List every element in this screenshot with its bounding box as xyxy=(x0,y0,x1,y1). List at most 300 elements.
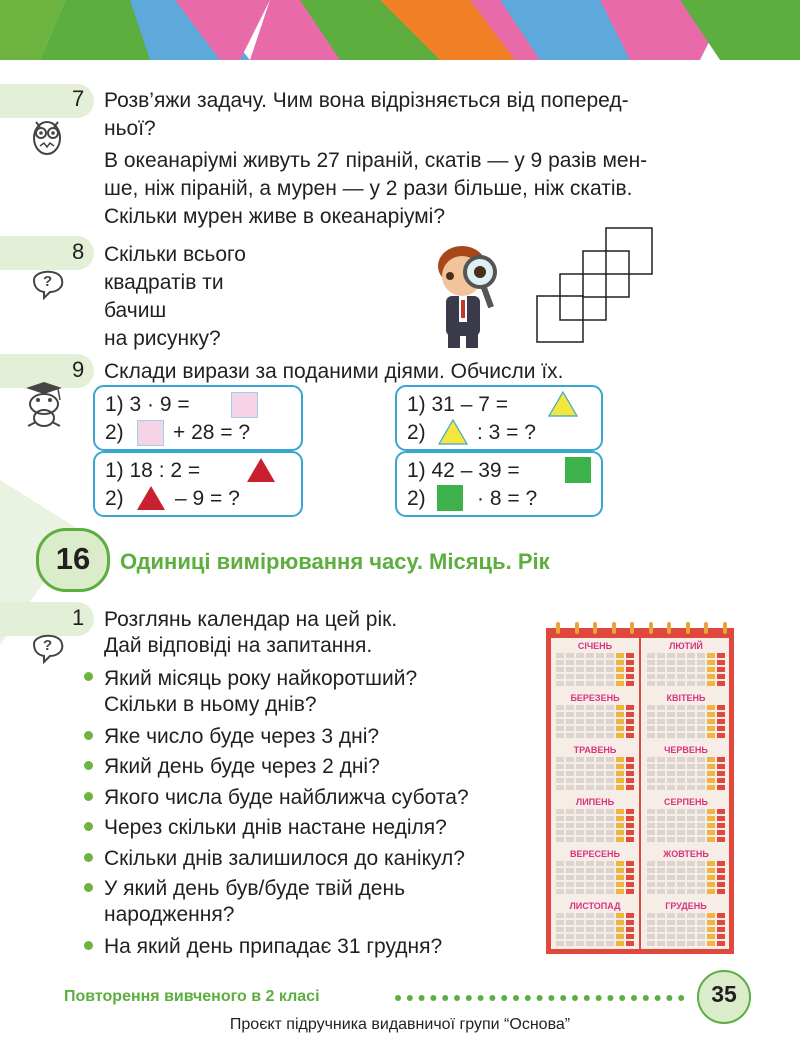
calendar-day-cell xyxy=(687,674,695,679)
calendar-day-cell xyxy=(657,809,665,814)
calendar-day-cell xyxy=(687,934,695,939)
calendar-day-cell xyxy=(616,778,624,783)
calendar-day-cell xyxy=(647,705,655,710)
calendar-day-cell xyxy=(556,712,564,717)
calendar-day-cell xyxy=(677,934,685,939)
calendar-day-cell xyxy=(606,868,614,873)
exercise-7-line-1: Розв’яжи задачу. Чим вона відрізняється від поперед- xyxy=(104,89,629,112)
calendar-day-cell xyxy=(616,920,624,925)
calendar-day-cell xyxy=(556,816,564,821)
calendar-day-cell xyxy=(586,927,594,932)
calendar-day-cell xyxy=(586,733,594,738)
calendar-day-cell xyxy=(717,733,725,738)
calendar-day-cell xyxy=(657,674,665,679)
calendar-day-cell xyxy=(576,920,584,925)
calendar-day-cell xyxy=(707,823,715,828)
calendar-day-cell xyxy=(667,941,675,946)
calendar-day-cell xyxy=(616,771,624,776)
exercise-8-line-2: квадратів ти xyxy=(104,271,224,294)
calendar-day-cell xyxy=(626,809,634,814)
calendar-day-cell xyxy=(657,719,665,724)
calendar-day-cell xyxy=(576,719,584,724)
calendar-day-cell xyxy=(626,941,634,946)
calendar-day-cell xyxy=(606,771,614,776)
calendar-day-cell xyxy=(647,927,655,932)
calendar-day-cell xyxy=(626,920,634,925)
green-square-icon xyxy=(565,457,591,483)
month-name: ЖОВТЕНЬ xyxy=(663,849,709,859)
calendar-day-cell xyxy=(687,830,695,835)
thinking-head-icon xyxy=(30,628,66,666)
squares-figure xyxy=(536,224,660,344)
calendar-day-cell xyxy=(586,889,594,894)
calendar-day-cell xyxy=(717,719,725,724)
calendar-day-cell xyxy=(576,868,584,873)
calendar-day-cell xyxy=(586,719,594,724)
calendar-day-cell xyxy=(717,837,725,842)
calendar-day-cell xyxy=(677,764,685,769)
calendar-day-cell xyxy=(667,934,675,939)
calendar-day-cell xyxy=(586,875,594,880)
calendar-day-cell xyxy=(606,764,614,769)
calendar-day-cell xyxy=(667,653,675,658)
footer-dot xyxy=(666,995,672,1001)
calendar-day-cell xyxy=(566,861,574,866)
calendar-day-cell xyxy=(687,667,695,672)
footer-dot xyxy=(572,995,578,1001)
calendar-day-cell xyxy=(586,667,594,672)
calendar-day-cell xyxy=(677,757,685,762)
calendar-day-cell xyxy=(576,771,584,776)
calendar-day-cell xyxy=(707,771,715,776)
calendar-day-cell xyxy=(697,875,705,880)
exercise-7-number: 7 xyxy=(72,86,85,111)
calendar-day-cell xyxy=(586,882,594,887)
calendar-day-cell xyxy=(697,674,705,679)
calendar-day-cell xyxy=(616,653,624,658)
calendar-day-cell xyxy=(667,771,675,776)
calendar-day-cell xyxy=(576,934,584,939)
top-banner xyxy=(0,0,800,60)
calendar-day-cell xyxy=(687,771,695,776)
calendar-day-cell xyxy=(556,927,564,932)
calendar-day-cell xyxy=(657,889,665,894)
calendar-day-cell xyxy=(697,861,705,866)
calendar-day-cell xyxy=(657,875,665,880)
calendar-day-cell xyxy=(556,837,564,842)
calendar-day-cell xyxy=(616,764,624,769)
calendar-day-cell xyxy=(677,868,685,873)
calendar-day-cell xyxy=(677,875,685,880)
calendar-day-cell xyxy=(606,941,614,946)
footer-dot xyxy=(501,995,507,1001)
calendar-day-cell xyxy=(667,913,675,918)
box-2-line-2-label: 2) xyxy=(407,421,426,444)
calendar-day-cell xyxy=(576,882,584,887)
calendar-day-cell xyxy=(717,726,725,731)
calendar-day-cell xyxy=(697,927,705,932)
calendar-day-cell xyxy=(707,681,715,686)
footer-dot xyxy=(643,995,649,1001)
calendar-day-cell xyxy=(586,764,594,769)
calendar-day-cell xyxy=(606,816,614,821)
footer-dot xyxy=(678,995,684,1001)
calendar-day-cell xyxy=(586,712,594,717)
svg-text:?: ? xyxy=(43,273,53,290)
calendar-day-cell xyxy=(606,674,614,679)
calendar-day-cell xyxy=(647,889,655,894)
calendar-day-cell xyxy=(647,719,655,724)
calendar-day-cell xyxy=(556,705,564,710)
exercise-1-number: 1 xyxy=(72,605,85,630)
box-4-line-2: · 8 = ? xyxy=(477,487,538,510)
bullet xyxy=(84,853,93,862)
calendar-day-cell xyxy=(717,771,725,776)
calendar-month xyxy=(552,743,638,793)
calendar-day-cell xyxy=(616,726,624,731)
calendar-day-cell xyxy=(606,719,614,724)
calendar-day-cell xyxy=(556,667,564,672)
pink-square-icon xyxy=(137,420,164,446)
calendar-day-cell xyxy=(616,733,624,738)
calendar-day-cell xyxy=(566,726,574,731)
calendar-day-cell xyxy=(667,868,675,873)
calendar-day-cell xyxy=(647,913,655,918)
calendar-day-cell xyxy=(586,757,594,762)
footer-dot xyxy=(537,995,543,1001)
calendar-day-cell xyxy=(677,712,685,717)
calendar-day-cell xyxy=(586,941,594,946)
footer-dot xyxy=(631,995,637,1001)
calendar-day-cell xyxy=(717,920,725,925)
calendar-day-cell xyxy=(616,667,624,672)
calendar-day-cell xyxy=(556,823,564,828)
calendar-day-cell xyxy=(717,764,725,769)
month-name: СІЧЕНЬ xyxy=(577,641,613,651)
calendar-day-cell xyxy=(576,674,584,679)
calendar-day-cell xyxy=(566,712,574,717)
calendar-day-cell xyxy=(657,660,665,665)
calendar-day-cell xyxy=(596,757,604,762)
calendar-day-cell xyxy=(717,823,725,828)
calendar-day-cell xyxy=(556,771,564,776)
calendar-day-cell xyxy=(657,913,665,918)
calendar-day-cell xyxy=(606,875,614,880)
thinking-head-icon xyxy=(30,264,66,302)
calendar-day-cell xyxy=(717,889,725,894)
calendar-ring xyxy=(575,622,579,634)
calendar-day-cell xyxy=(667,785,675,790)
calendar-day-cell xyxy=(657,934,665,939)
calendar-day-cell xyxy=(657,778,665,783)
calendar-day-cell xyxy=(707,733,715,738)
calendar-day-cell xyxy=(566,771,574,776)
calendar-day-cell xyxy=(667,830,675,835)
calendar-ring xyxy=(686,622,690,634)
calendar-day-cell xyxy=(596,785,604,790)
calendar-day-cell xyxy=(606,934,614,939)
month-name: ЛИСТОПАД xyxy=(569,901,621,911)
calendar-day-cell xyxy=(616,705,624,710)
calendar-day-cell xyxy=(677,771,685,776)
footer-dot xyxy=(442,995,448,1001)
calendar-day-cell xyxy=(687,920,695,925)
calendar-day-cell xyxy=(697,941,705,946)
calendar-day-cell xyxy=(586,705,594,710)
footer-dotted-line xyxy=(394,992,690,1004)
calendar-day-cell xyxy=(657,726,665,731)
exercise-7-line-4: ше, ніж піраній, а мурен — у 2 рази більше, ніж скатів. xyxy=(104,177,633,200)
calendar-day-cell xyxy=(556,719,564,724)
calendar-day-cell xyxy=(687,913,695,918)
calendar-day-cell xyxy=(606,927,614,932)
calendar-day-cell xyxy=(697,809,705,814)
calendar-day-cell xyxy=(606,667,614,672)
calendar-day-cell xyxy=(606,785,614,790)
calendar-day-cell xyxy=(657,771,665,776)
calendar-day-cell xyxy=(717,882,725,887)
calendar-day-cell xyxy=(697,681,705,686)
exercise-1-line-1: Розглянь календар на цей рік. xyxy=(104,608,398,631)
footer-dot xyxy=(560,995,566,1001)
calendar-day-cell xyxy=(687,889,695,894)
footer-dot xyxy=(489,995,495,1001)
calendar-day-cell xyxy=(657,920,665,925)
calendar-day-cell xyxy=(596,837,604,842)
calendar-day-cell xyxy=(697,785,705,790)
calendar-day-cell xyxy=(596,733,604,738)
calendar-day-cell xyxy=(606,726,614,731)
calendar-day-cell xyxy=(687,681,695,686)
calendar-day-cell xyxy=(667,889,675,894)
calendar-day-cell xyxy=(606,913,614,918)
calendar-day-cell xyxy=(566,875,574,880)
calendar-month xyxy=(643,743,729,793)
calendar-day-cell xyxy=(596,816,604,821)
calendar-day-cell xyxy=(687,941,695,946)
calendar-day-cell xyxy=(576,667,584,672)
box-4-line-1: 1) 42 – 39 = xyxy=(407,459,520,482)
calendar-day-cell xyxy=(677,681,685,686)
calendar-day-cell xyxy=(667,764,675,769)
footer-dot xyxy=(395,995,401,1001)
calendar-day-cell xyxy=(697,913,705,918)
calendar-day-cell xyxy=(596,889,604,894)
calendar-day-cell xyxy=(687,653,695,658)
calendar-day-cell xyxy=(596,771,604,776)
calendar-divider xyxy=(639,638,641,949)
page-number: 35 xyxy=(711,981,737,1007)
calendar-day-cell xyxy=(626,830,634,835)
calendar-day-cell xyxy=(657,764,665,769)
footer-dot xyxy=(596,995,602,1001)
expression-box-3 xyxy=(93,451,303,517)
calendar-day-cell xyxy=(687,823,695,828)
box-3-line-1: 1) 18 : 2 = xyxy=(105,459,201,482)
calendar-day-cell xyxy=(677,882,685,887)
calendar-day-cell xyxy=(647,868,655,873)
calendar-day-cell xyxy=(576,726,584,731)
question-2: Яке число буде через 3 дні? xyxy=(104,725,380,748)
exercise-8-line-4: на рисунку? xyxy=(104,327,221,350)
calendar-day-cell xyxy=(596,823,604,828)
calendar-month xyxy=(552,639,638,689)
footer-dot xyxy=(419,995,425,1001)
calendar-day-cell xyxy=(566,674,574,679)
calendar-day-cell xyxy=(697,712,705,717)
calendar-day-cell xyxy=(687,764,695,769)
calendar-day-cell xyxy=(687,719,695,724)
footer-dot xyxy=(655,995,661,1001)
calendar-day-cell xyxy=(707,719,715,724)
calendar-day-cell xyxy=(707,868,715,873)
calendar-day-cell xyxy=(647,809,655,814)
calendar-day-cell xyxy=(657,653,665,658)
calendar-day-cell xyxy=(677,816,685,821)
calendar-day-cell xyxy=(566,823,574,828)
month-name: БЕРЕЗЕНЬ xyxy=(570,693,620,703)
calendar-day-cell xyxy=(616,941,624,946)
lesson-title: Одиниці вимірювання часу. Місяць. Рік xyxy=(120,549,550,574)
calendar-day-cell xyxy=(657,757,665,762)
calendar-day-cell xyxy=(586,674,594,679)
expression-box-2 xyxy=(395,385,603,451)
calendar-day-cell xyxy=(677,660,685,665)
calendar-day-cell xyxy=(677,941,685,946)
green-square-icon xyxy=(437,485,463,511)
red-triangle-icon xyxy=(245,456,277,484)
calendar-month xyxy=(643,795,729,845)
calendar-day-cell xyxy=(657,667,665,672)
calendar-day-cell xyxy=(626,823,634,828)
calendar-day-cell xyxy=(717,681,725,686)
calendar-day-cell xyxy=(576,830,584,835)
calendar-day-cell xyxy=(586,830,594,835)
calendar-day-cell xyxy=(626,764,634,769)
calendar-day-cell xyxy=(556,882,564,887)
calendar-day-cell xyxy=(626,816,634,821)
calendar-day-cell xyxy=(697,705,705,710)
calendar-day-cell xyxy=(697,667,705,672)
calendar-day-cell xyxy=(566,653,574,658)
calendar-day-cell xyxy=(687,816,695,821)
calendar-day-cell xyxy=(667,927,675,932)
calendar-day-cell xyxy=(697,764,705,769)
calendar-day-cell xyxy=(707,674,715,679)
calendar-day-cell xyxy=(576,733,584,738)
exercise-8-line-3: бачиш xyxy=(104,299,167,322)
calendar-day-cell xyxy=(616,712,624,717)
calendar-day-cell xyxy=(647,920,655,925)
calendar-day-cell xyxy=(626,726,634,731)
calendar-day-cell xyxy=(657,816,665,821)
calendar-day-cell xyxy=(566,778,574,783)
calendar-day-cell xyxy=(657,941,665,946)
footer-dot xyxy=(430,995,436,1001)
calendar-day-cell xyxy=(657,830,665,835)
calendar-day-cell xyxy=(667,674,675,679)
calendar-day-cell xyxy=(677,913,685,918)
calendar-day-cell xyxy=(566,733,574,738)
calendar-day-cell xyxy=(717,712,725,717)
calendar-day-cell xyxy=(616,927,624,932)
footer-dot xyxy=(584,995,590,1001)
calendar-day-cell xyxy=(576,764,584,769)
calendar-day-cell xyxy=(717,861,725,866)
calendar-day-cell xyxy=(556,757,564,762)
calendar-day-cell xyxy=(697,882,705,887)
calendar-day-cell xyxy=(697,889,705,894)
exercise-8-number: 8 xyxy=(72,239,85,264)
calendar-day-cell xyxy=(556,660,564,665)
calendar-day-cell xyxy=(566,757,574,762)
calendar-day-cell xyxy=(626,733,634,738)
calendar-day-cell xyxy=(687,785,695,790)
box-3-line-2: – 9 = ? xyxy=(175,487,240,510)
calendar-day-cell xyxy=(586,778,594,783)
calendar-day-cell xyxy=(556,674,564,679)
calendar-day-cell xyxy=(626,778,634,783)
calendar-day-cell xyxy=(556,913,564,918)
calendar-day-cell xyxy=(626,868,634,873)
calendar-day-cell xyxy=(556,830,564,835)
exercise-8-line-1: Скільки всього xyxy=(104,243,246,266)
calendar-day-cell xyxy=(576,837,584,842)
calendar-day-cell xyxy=(576,889,584,894)
calendar-day-cell xyxy=(697,778,705,783)
calendar-day-cell xyxy=(616,837,624,842)
exercise-7-line-3: В океанаріумі живуть 27 піраній, скатів — у 9 разів мен- xyxy=(104,149,648,172)
calendar-day-cell xyxy=(647,830,655,835)
calendar-day-cell xyxy=(596,927,604,932)
calendar-day-cell xyxy=(576,705,584,710)
calendar-day-cell xyxy=(707,705,715,710)
calendar-day-cell xyxy=(606,660,614,665)
calendar-day-cell xyxy=(566,927,574,932)
calendar-day-cell xyxy=(596,674,604,679)
calendar-day-cell xyxy=(717,875,725,880)
calendar-day-cell xyxy=(576,660,584,665)
calendar-day-cell xyxy=(596,861,604,866)
calendar-day-cell xyxy=(616,868,624,873)
calendar-day-cell xyxy=(596,868,604,873)
calendar-day-cell xyxy=(677,733,685,738)
month-name: ТРАВЕНЬ xyxy=(573,745,617,755)
calendar-day-cell xyxy=(556,785,564,790)
calendar-day-cell xyxy=(707,816,715,821)
calendar-day-cell xyxy=(667,667,675,672)
yellow-triangle-icon xyxy=(547,390,579,418)
bullet xyxy=(84,672,93,681)
calendar-day-cell xyxy=(566,837,574,842)
calendar-day-cell xyxy=(687,660,695,665)
calendar-day-cell xyxy=(616,913,624,918)
calendar-day-cell xyxy=(566,660,574,665)
calendar-day-cell xyxy=(616,861,624,866)
calendar-day-cell xyxy=(697,757,705,762)
calendar-day-cell xyxy=(677,674,685,679)
calendar-ring xyxy=(649,622,653,634)
footer-dot xyxy=(548,995,554,1001)
calendar-month xyxy=(643,639,729,689)
calendar-day-cell xyxy=(707,889,715,894)
calendar-day-cell xyxy=(647,823,655,828)
calendar-rings xyxy=(546,622,734,636)
calendar-day-cell xyxy=(707,913,715,918)
footer-dot xyxy=(525,995,531,1001)
calendar-day-cell xyxy=(647,712,655,717)
calendar-day-cell xyxy=(606,882,614,887)
